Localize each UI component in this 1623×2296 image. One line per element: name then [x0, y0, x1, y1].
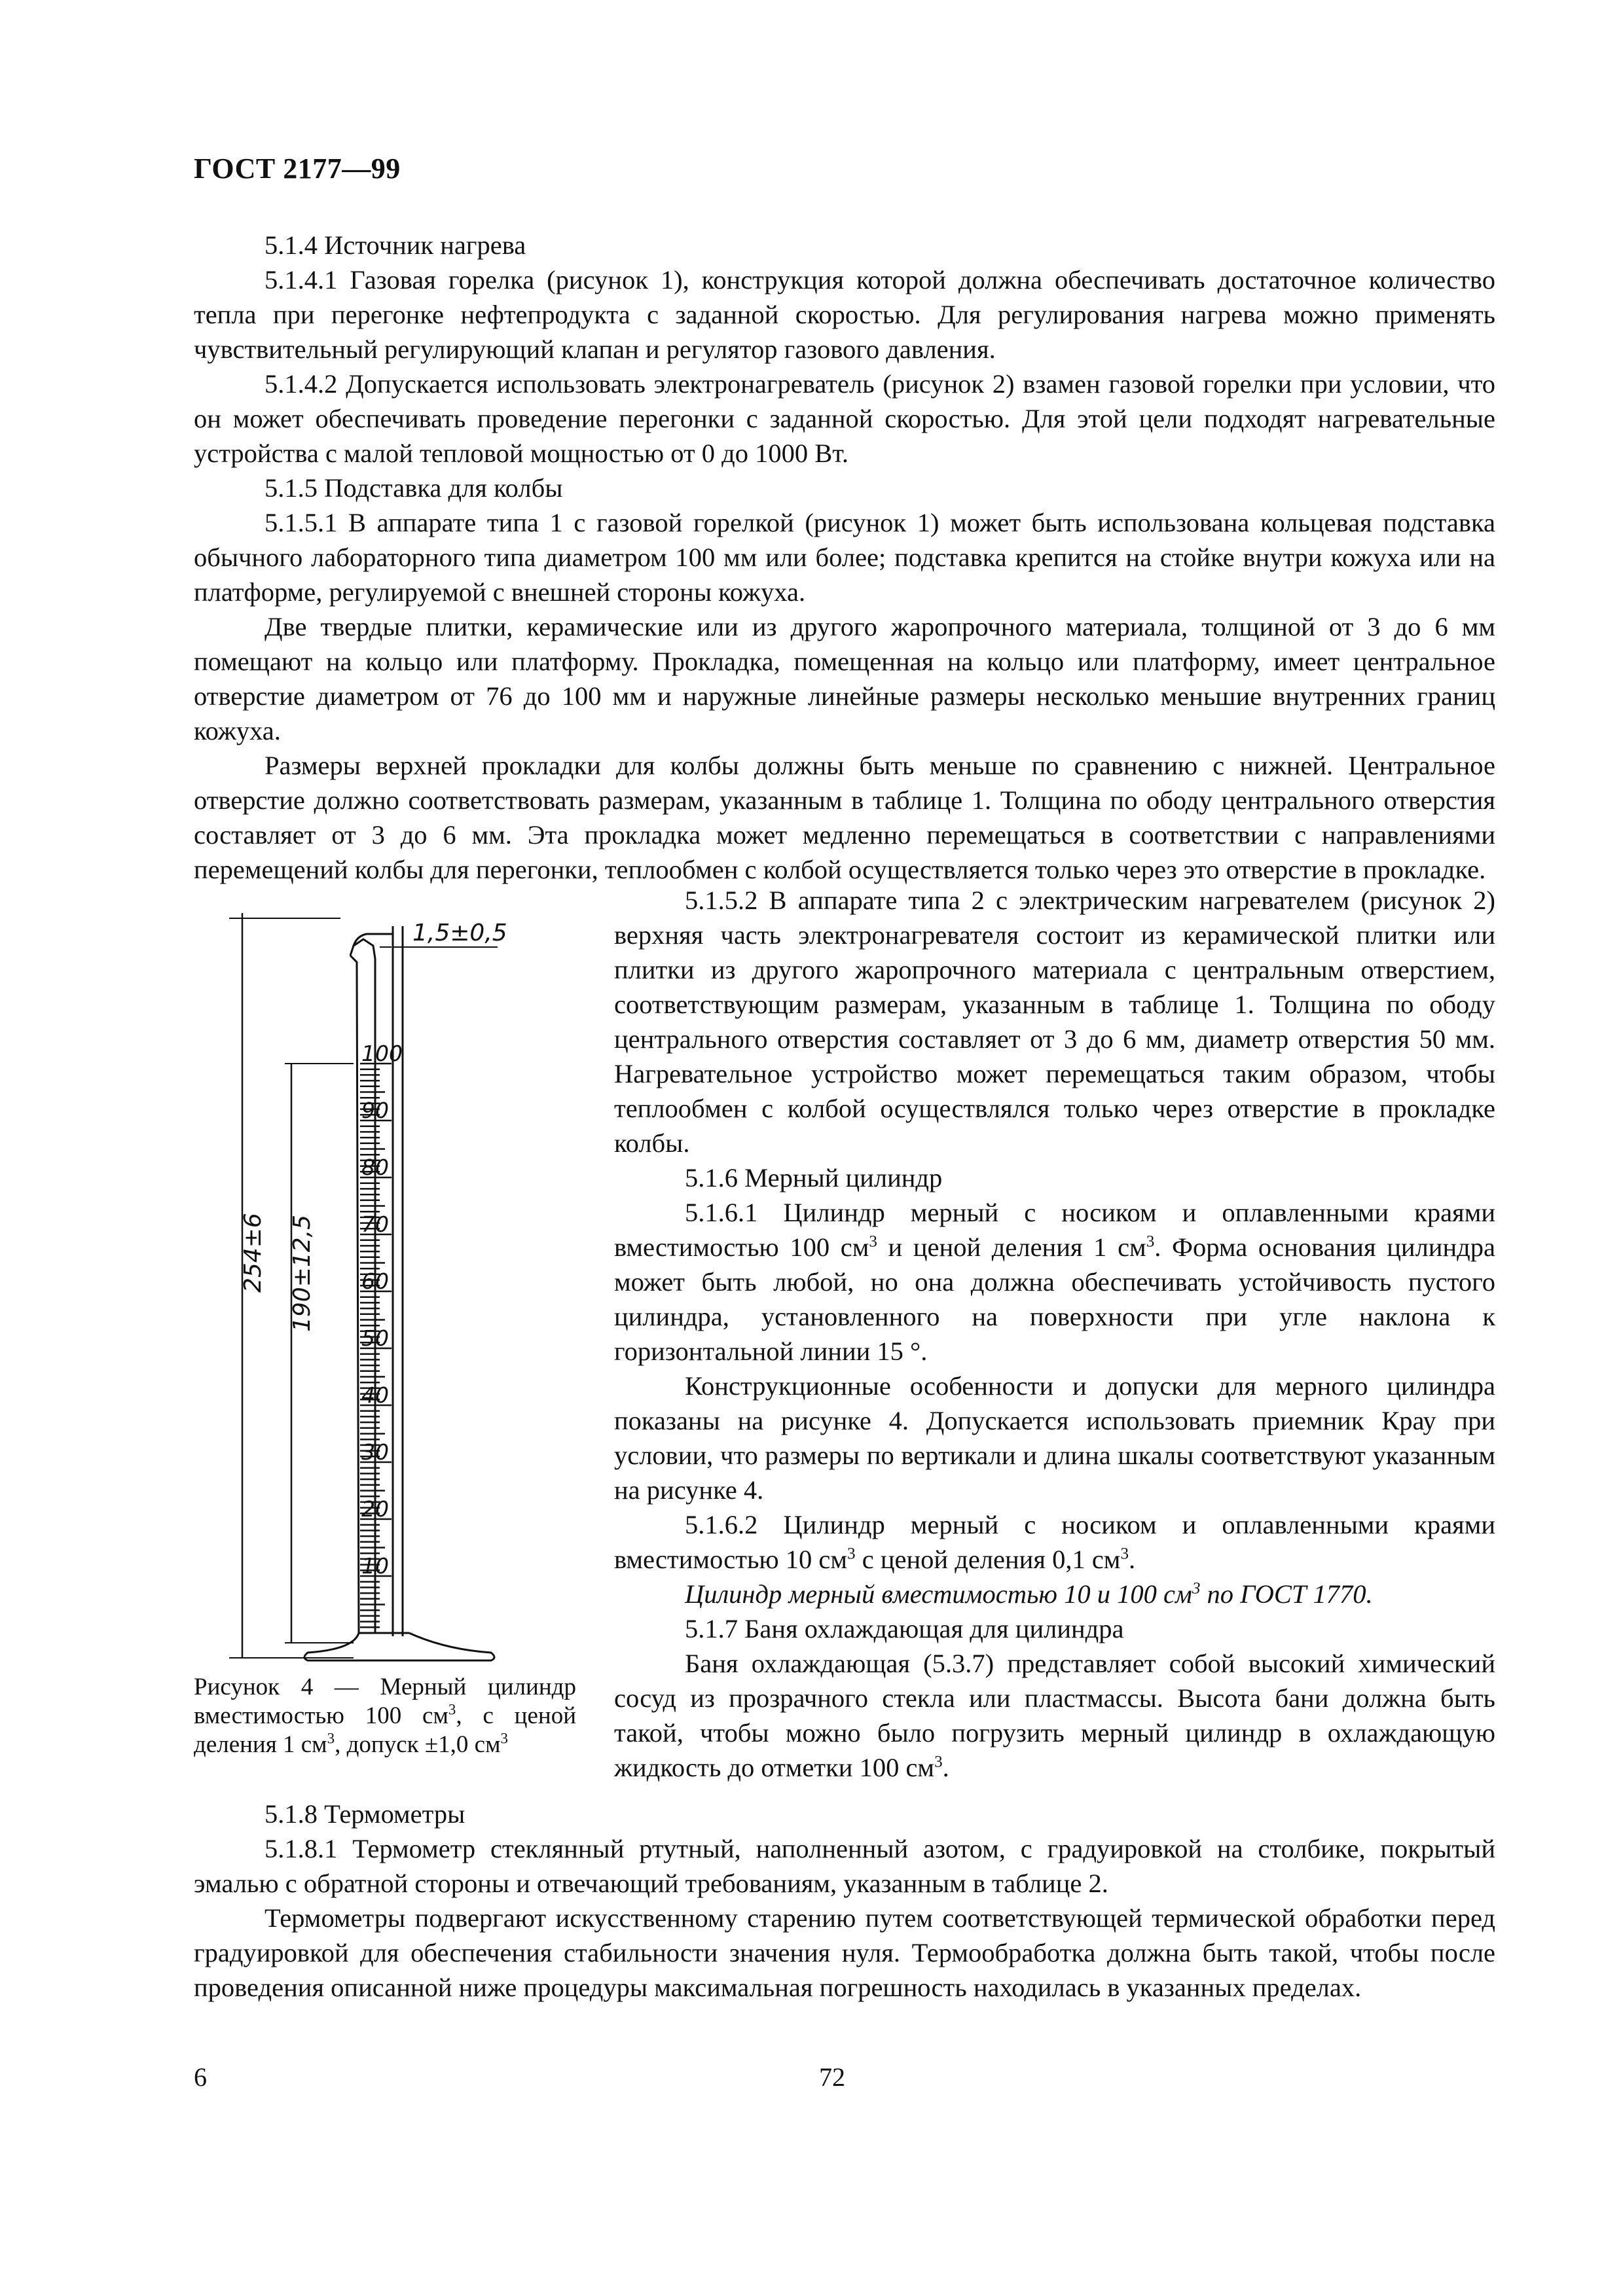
scale-label: 70: [361, 1211, 389, 1237]
dim-total-label: 254±6: [240, 1213, 266, 1293]
section-heading-5-1-5: 5.1.5 Подставка для колбы: [264, 473, 563, 503]
text-block-right: [614, 883, 1495, 1785]
scale-label: 90: [361, 1098, 389, 1123]
paragraph-5-1-6-1: 5.1.6.1 Цилиндр мерный с носиком и оплавленными краями вместимостью 100 $см^3$ и ценой деления 1 $см^3$. Форма основания цилиндра может быть любой, но она должна обеспечивать устойчивость пустого цилиндра, установленного на поверхности при угле наклона к горизонтальной линии 15 °.: [614, 1198, 1495, 1366]
text-block-top: [194, 228, 1495, 887]
scale-label: 40: [361, 1382, 389, 1408]
paragraph-5-1-4-1: 5.1.4.1 Газовая горелка (рисунок 1), конструкция которой должна обеспечивать достаточное количество тепла при перегонке нефтепродукта с заданной скоростью. Для регулирования нагрева можно применять чувствительный регулирующий клапан и регулятор газового давления.: [194, 265, 1495, 364]
scale-label: 50: [361, 1325, 389, 1351]
paragraph-design-features: Конструкционные особенности и допуски для мерного цилиндра показаны на рисунке 4. Допускается использовать приемник Крау при условии, что размеры по вертикали и длина шкалы соответствуют указанным на рисунке 4.: [614, 1371, 1495, 1505]
section-heading-5-1-8: 5.1.8 Термометры: [264, 1799, 465, 1829]
scale-label: 100: [361, 1041, 403, 1066]
paragraph-tiles: Две твердые плитки, керамические или из другого жаропрочного материала, толщиной от 3 до 6 мм помещают на кольцо или платформу. Прокладка, помещенная на кольцо или платформу, имеет центральное отверстие диаметром от 76 до 100 мм и наружные линейные размеры несколько меньшие внутренних границ кожуха.: [194, 612, 1495, 745]
section-heading-5-1-6: 5.1.6 Мерный цилиндр: [685, 1163, 943, 1193]
paragraph-cooling-bath: Баня охлаждающая (5.3.7) представляет собой высокий химический сосуд из прозрачного стекла или пластмассы. Высота бани должна быть такой, чтобы можно было погрузить мерный цилиндр в охлаждающую жидкость до отметки 100 $см^3$.: [614, 1649, 1495, 1782]
paragraph-5-1-5-1: 5.1.5.1 В аппарате типа 1 с газовой горелкой (рисунок 1) может быть использована кольцевая подставка обычного лабораторного типа диаметром 100 мм или более; подставка крепится на стойке внутри кожуха или на платформе, регулируемой с внешней стороны кожуха.: [194, 508, 1495, 607]
text-block-bottom: [194, 1797, 1495, 2005]
paragraph-5-1-5-2: 5.1.5.2 В аппарате типа 2 с электрическим нагревателем (рисунок 2) верхняя часть электронагревателя состоит из керамической плитки или плитки из другого жаропрочного материала с центральным отверстием, соответствующим размерам, указанным в таблице 1. Толщина по ободу центрального отверстия составляет от 3 до 6 мм, диаметр отверстия 50 мм. Нагревательное устройство может перемещаться таким образом, чтобы теплообмен с колбой осуществлялся только через отверстие в прокладке колбы.: [614, 886, 1495, 1158]
section-heading-5-1-7: 5.1.7 Баня охлаждающая для цилиндра: [685, 1614, 1124, 1643]
paragraph-thermometer-aging: Термометры подвергают искусственному старению путем соответствующей термической обработки перед градуировкой для обеспечения стабильности значения нуля. Термообработка должна быть такой, чтобы после проведения описанной ниже процедуры максимальная погрешность находилась в указанных пределах.: [194, 1903, 1495, 2002]
measuring-cylinder-figure: [223, 913, 599, 1666]
dim-top-label: 1,5±0,5: [412, 920, 507, 946]
document-header: ГОСТ 2177—99: [194, 152, 401, 185]
page-number-left: 6: [194, 2062, 207, 2092]
paragraph-upper-gasket: Размеры верхней прокладки для колбы должны быть меньше по сравнению с нижней. Центральное отверстие должно соответствовать размерам, указанным в таблице 1. Толщина по ободу центрального отверстия составляет от 3 до 6 мм. Эта прокладка может медленно перемещаться в соответствии с направлениями перемещений колбы для перегонки, теплообмен с колбой осуществляется только через это отверстие в прокладке.: [194, 751, 1495, 884]
dim-scale-label: 190±12,5: [289, 1214, 316, 1332]
scale-label: 20: [361, 1496, 389, 1522]
paragraph-5-1-4-2: 5.1.4.2 Допускается использовать электронагреватель (рисунок 2) взамен газовой горелки при условии, что он может обеспечивать проведение перегонки с заданной скоростью. Для этой цели подходят нагревательные устройства с малой тепловой мощностью от 0 до 1000 Вт.: [194, 369, 1495, 468]
paragraph-gost-1770: Цилиндр мерный вместимостью 10 и 100 $см^3$ по ГОСТ 1770.: [685, 1579, 1373, 1609]
figure-caption: Рисунок 4 — Мерный цилиндр вместимостью 100 $см^3$, с ценой деления 1 $см^3$, допуск ±1,0 $см^3$: [194, 1674, 576, 1758]
scale-label: 60: [361, 1268, 389, 1294]
paragraph-5-1-8-1: 5.1.8.1 Термометр стеклянный ртутный, наполненный азотом, с градуировкой на столбике, покрытый эмалью с обратной стороны и отвечающий требованиям, указанным в таблице 2.: [194, 1834, 1495, 1898]
paragraph-5-1-6-2: 5.1.6.2 Цилиндр мерный с носиком и оплавленными краями вместимостью 10 $см^3$ с ценой деления 0,1 $см^3$.: [614, 1510, 1495, 1574]
scale-label: 80: [361, 1155, 389, 1180]
scale-label: 30: [361, 1439, 389, 1465]
page-number-center: 72: [819, 2062, 845, 2092]
section-heading-5-1-4: 5.1.4 Источник нагрева: [264, 230, 526, 260]
scale-label: 10: [361, 1553, 389, 1579]
